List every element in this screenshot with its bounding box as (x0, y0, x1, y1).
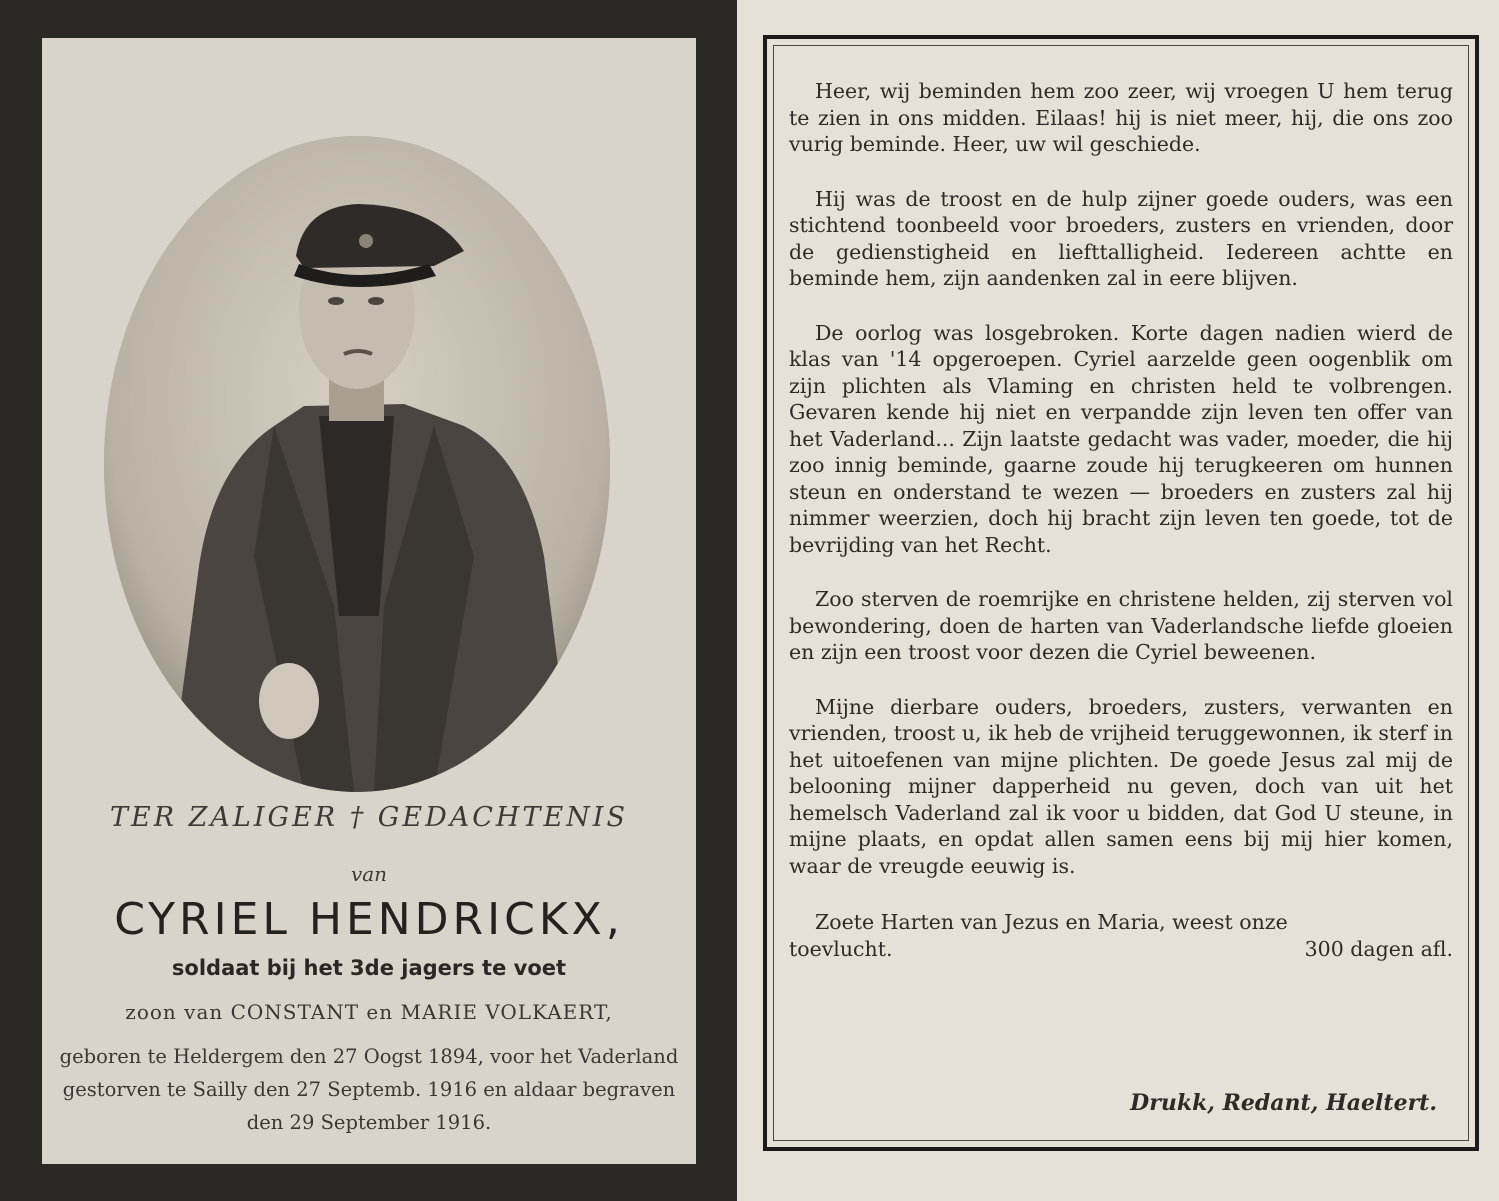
prayer-end: toevlucht. (789, 936, 893, 961)
memorial-text-body (789, 50, 1453, 962)
indulgence-text: 300 dagen afl. (1304, 936, 1453, 961)
portrait-photo (104, 136, 610, 792)
van-label: van (350, 862, 388, 886)
printer-credit: Drukk, Redant, Haeltert. (1130, 1090, 1437, 1116)
memorial-card-back (737, 0, 1499, 1201)
card-front-panel (42, 38, 696, 1164)
paragraph-1: Heer, wij beminden hem zoo zeer, wij vroegen U hem terug te zien in ons midden. Eilaas! hij is niet meer, hij, die ons zoo vurig beminde. Heer, uw wil geschiede. (789, 79, 1453, 156)
biography-text: geboren te Heldergem den 27 Oogst 1894, voor het Vaderland gestorven te Sailly den 27 Septemb. 1916 en aldaar begraven den 29 September 1916. (59, 1045, 679, 1134)
soldier-portrait-image (104, 136, 610, 792)
prayer-footer (789, 936, 1453, 963)
deceased-name: CYRIEL HENDRICKX, (114, 894, 624, 945)
memorial-card-front (0, 0, 737, 1201)
paragraph-3: De oorlog was losgebroken. Korte dagen nadien wierd de klas van '14 opgeroepen. Cyriel aarzelde geen oogenblik om zijn plichten als Vlaming en christen held te volbrengen. Gevaren kende hij niet en verpandde zijn leven ten offer van het Vaderland... Zijn laatste gedacht was vader, moeder, die hij zoo innig beminde, gaarne zoude hij terugkeeren om hunnen steun en onderstand te wezen — broeders en zusters zal hij nimmer weerzien, doch hij bracht zijn leven ten goede, tot de bevrijding van het Recht. (789, 320, 1453, 557)
paragraph-5: Mijne dierbare ouders, broeders, zusters, verwanten en vrienden, troost u, ik heb de vrijheid teruggewonnen, ik sterf in het uitoefenen van mijne plichten. De goede Jesus zal mij de belooning mijner dapperheid nu geven, doch van uit het hemelsch Vaderland zal ik voor u bidden, dat God U steune, in mijne plaats, en opdat allen samen eens bij mij hier komen, waar de vreugde eeuwig is. (789, 694, 1453, 878)
prayer-line: Zoete Harten van Jezus en Maria, weest onze (815, 910, 1288, 934)
paragraph-4: Zoo sterven de roemrijke en christene helden, zij sterven vol bewondering, doen de harten van Vaderlandsche liefde gloeien en zijn een troost voor dezen die Cyriel beweenen. (789, 587, 1453, 664)
military-rank: soldaat bij het 3de jagers te voet (171, 956, 567, 980)
parents-line: zoon van CONSTANT en MARIE VOLKAERT, (125, 1000, 613, 1024)
paragraph-2: Hij was de troost en de hulp zijner goede ouders, was een stichtend toonbeeld voor broeders, zusters en vrienden, door de gedienstigheid en liefttalligheid. Iedereen achtte en beminde hem, zijn aandenken zal in eere blijven. (789, 186, 1453, 290)
memorial-heading: TER ZALIGER † GEDACHTENIS (110, 802, 628, 833)
